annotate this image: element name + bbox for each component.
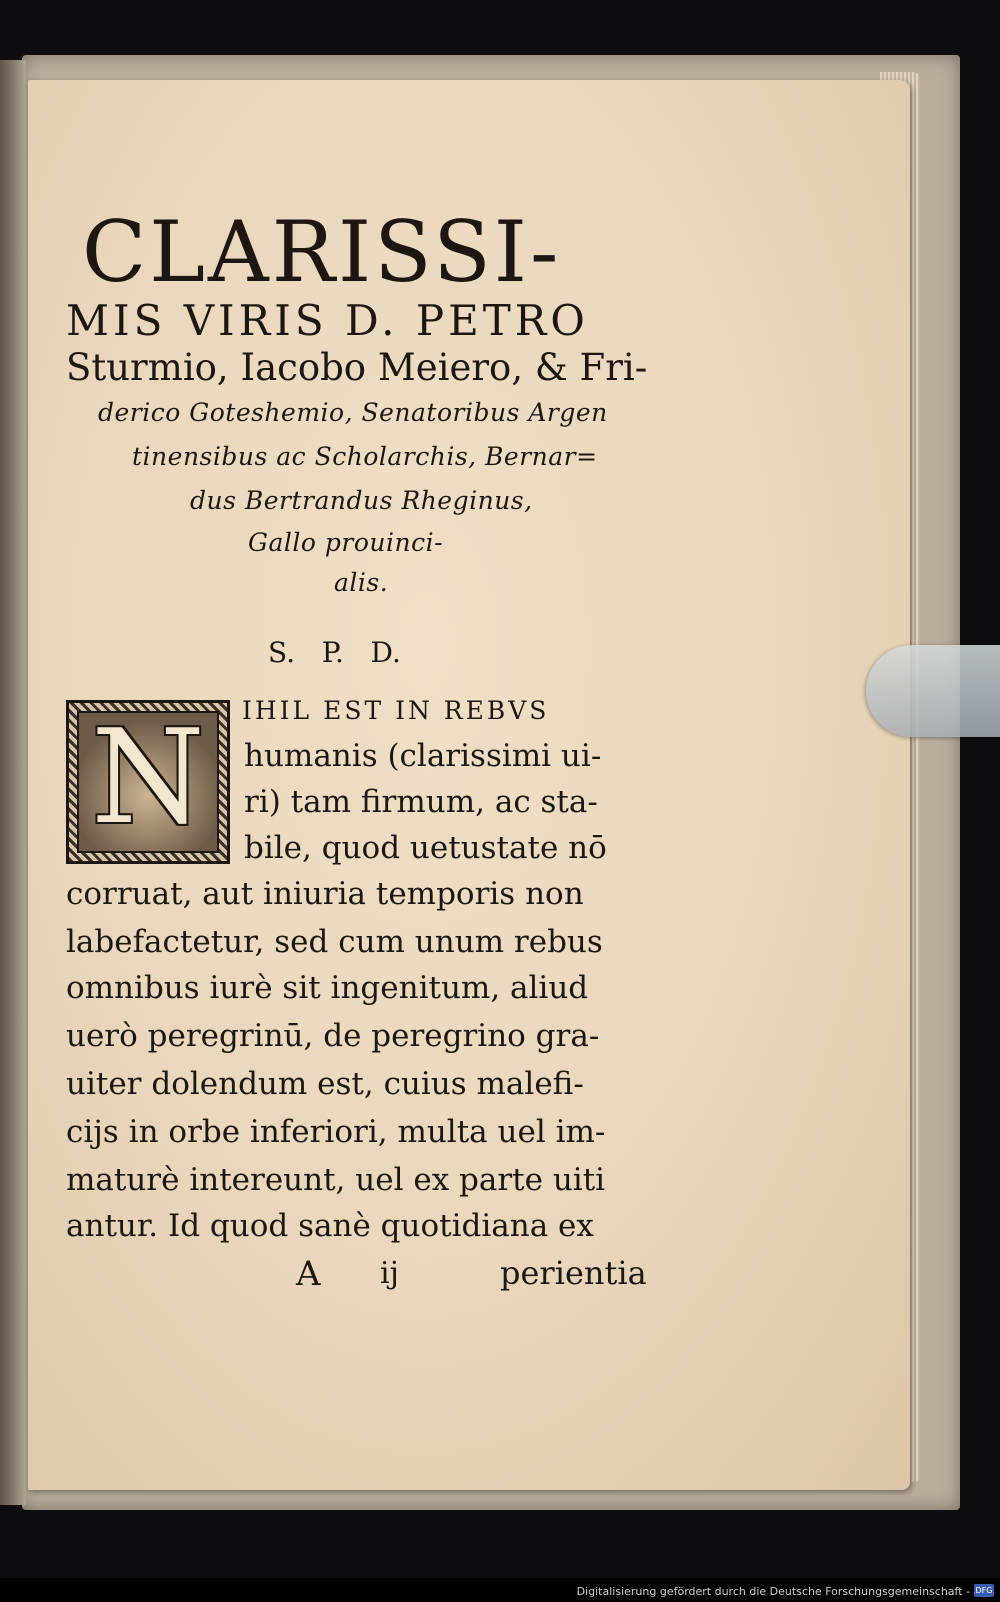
bookmark-tab bbox=[866, 645, 1000, 737]
heading-line-6: dus Bertrandus Rheginus, bbox=[190, 486, 533, 515]
signature-number: ij bbox=[380, 1256, 399, 1291]
heading-line-1: CLARISSI- bbox=[82, 203, 562, 301]
initial-letter: N bbox=[91, 701, 205, 853]
heading-line-2: MIS VIRIS D. PETRO bbox=[66, 296, 589, 345]
heading-line-5: tinensibus ac Scholarchis, Bernar= bbox=[132, 442, 598, 471]
body-line-5: corruat, aut iniuria temporis non bbox=[66, 876, 584, 912]
body-line-1: IHIL EST IN REBVS bbox=[242, 696, 550, 725]
body-line-8: uerò peregrinū, de peregrino gra- bbox=[66, 1018, 600, 1054]
body-line-11: maturè intereunt, uel ex parte uiti bbox=[66, 1162, 606, 1198]
body-line-10: cijs in orbe inferiori, multa uel im- bbox=[66, 1114, 606, 1150]
signature-mark: A bbox=[296, 1254, 321, 1294]
book-spine bbox=[0, 60, 26, 1505]
heading-line-3: Sturmio, Iacobo Meiero, & Fri- bbox=[66, 346, 648, 389]
body-line-6: labefactetur, sed cum unum rebus bbox=[66, 924, 603, 960]
body-line-7: omnibus iurè sit ingenitum, aliud bbox=[66, 970, 589, 1006]
body-line-9: uiter dolendum est, cuius malefi- bbox=[66, 1066, 584, 1102]
heading-line-7: Gallo prouinci- bbox=[248, 528, 444, 557]
body-line-12: antur. Id quod sanè quotidiana ex bbox=[66, 1208, 594, 1244]
footer-credit: Digitalisierung gefördert durch die Deutsche Forschungsgemeinschaft - bbox=[576, 1585, 970, 1598]
dfg-logo: DFG bbox=[975, 1586, 993, 1595]
body-line-4: bile, quod uetustate nō bbox=[244, 830, 607, 866]
decorated-initial bbox=[66, 700, 230, 864]
heading-line-4: derico Goteshemio, Senatoribus Argen bbox=[98, 398, 608, 427]
salutation: S. P. D. bbox=[268, 636, 401, 669]
body-line-2: humanis (clarissimi ui- bbox=[244, 738, 602, 774]
catchword: perientia bbox=[500, 1254, 647, 1292]
body-line-3: ri) tam firmum, ac sta- bbox=[244, 784, 598, 820]
heading-line-8: alis. bbox=[334, 568, 389, 597]
